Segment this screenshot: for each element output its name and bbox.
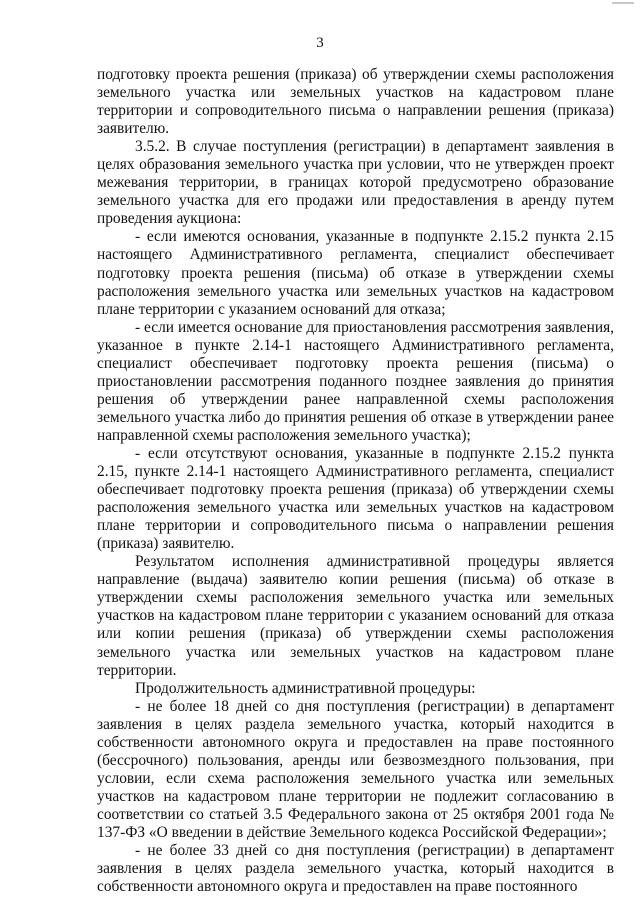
paragraph-7: Продолжительность административной процедуры:: [135, 679, 476, 697]
paragraph-6: Результатом исполнения административной процедуры является направление (выдача) заявителю копии решения (письма) об отказе в утверждении схемы расположения земельного участка или земельных участков на кадастровом плане территории с указанием оснований для отказа или копии решения (приказа) об утверждении схемы расположения земельного участка или земельных участков на кадастровом плане территории.: [97, 553, 614, 679]
scan-edge-mark: [612, 0, 634, 4]
paragraph-4: - если имеется основание для приостановления рассмотрения заявления, указанное в пункте 2.14-1 настоящего Административного регламента, специалист обеспечивает подготовку проекта решения (письма) о приостановлении рассмотрения поданного позднее заявления до принятия решения об утверждении ранее направленной схемы расположения земельного участка либо до принятия решения об отказе в утверждении ранее направленной схемы расположения земельного участка);: [97, 318, 614, 444]
paragraph-8: - не более 18 дней со дня поступления (регистрации) в департамент заявления в целях раздела земельного участка, который находится в собственности автономного округа и предоставлен на праве постоянного (бессрочного) пользования, аренды или безвозмездного пользования, при условии, если схема расположения земельного участка или земельных участков на кадастровом плане территории не подлежит согласованию в соответствии со статьей 3.5 Федерального закона от 25 октября 2001 года № 137-ФЗ «О введении в действие Земельного кодекса Российской Федерации»;: [97, 697, 614, 841]
paragraph-1: подготовку проекта решения (приказа) об утверждении схемы расположения земельного участка или земельных участков на кадастровом плане территории и сопроводительного письма о направлении решения (приказа) заявителю.: [97, 66, 614, 138]
paragraph-9: - не более 33 дней со дня поступления (регистрации) в департамент заявления в целях раздела земельного участка, который находится в собственности автономного округа и предоставлен на праве постоянного: [97, 842, 614, 896]
page-number: 3: [316, 35, 324, 51]
paragraph-5: - если отсутствуют основания, указанные в подпункте 2.15.2 пункта 2.15, пункте 2.14-1 настоящего Административного регламента, специалист обеспечивает подготовку проекта решения (приказа) об утверждении схемы расположения земельного участка или земельных участков на кадастровом плане территории и сопроводительного письма о направлении решения (приказа) заявителю.: [97, 444, 614, 553]
paragraph-3: - если имеются основания, указанные в подпункте 2.15.2 пункта 2.15 настоящего Административного регламента, специалист обеспечивает подготовку проекта решения (письма) об отказе в утверждении схемы расположения земельного участка или земельных участков на кадастровом плане территории с указанием оснований для отказа;: [97, 228, 614, 318]
paragraph-2: 3.5.2. В случае поступления (регистрации) в департамент заявления в целях образования земельного участка при условии, что не утвержден проект межевания территории, в границах которой предусмотрено образование земельного участка для его продажи или предоставления в аренду путем проведения аукциона:: [97, 138, 614, 228]
document-body: [97, 66, 614, 896]
